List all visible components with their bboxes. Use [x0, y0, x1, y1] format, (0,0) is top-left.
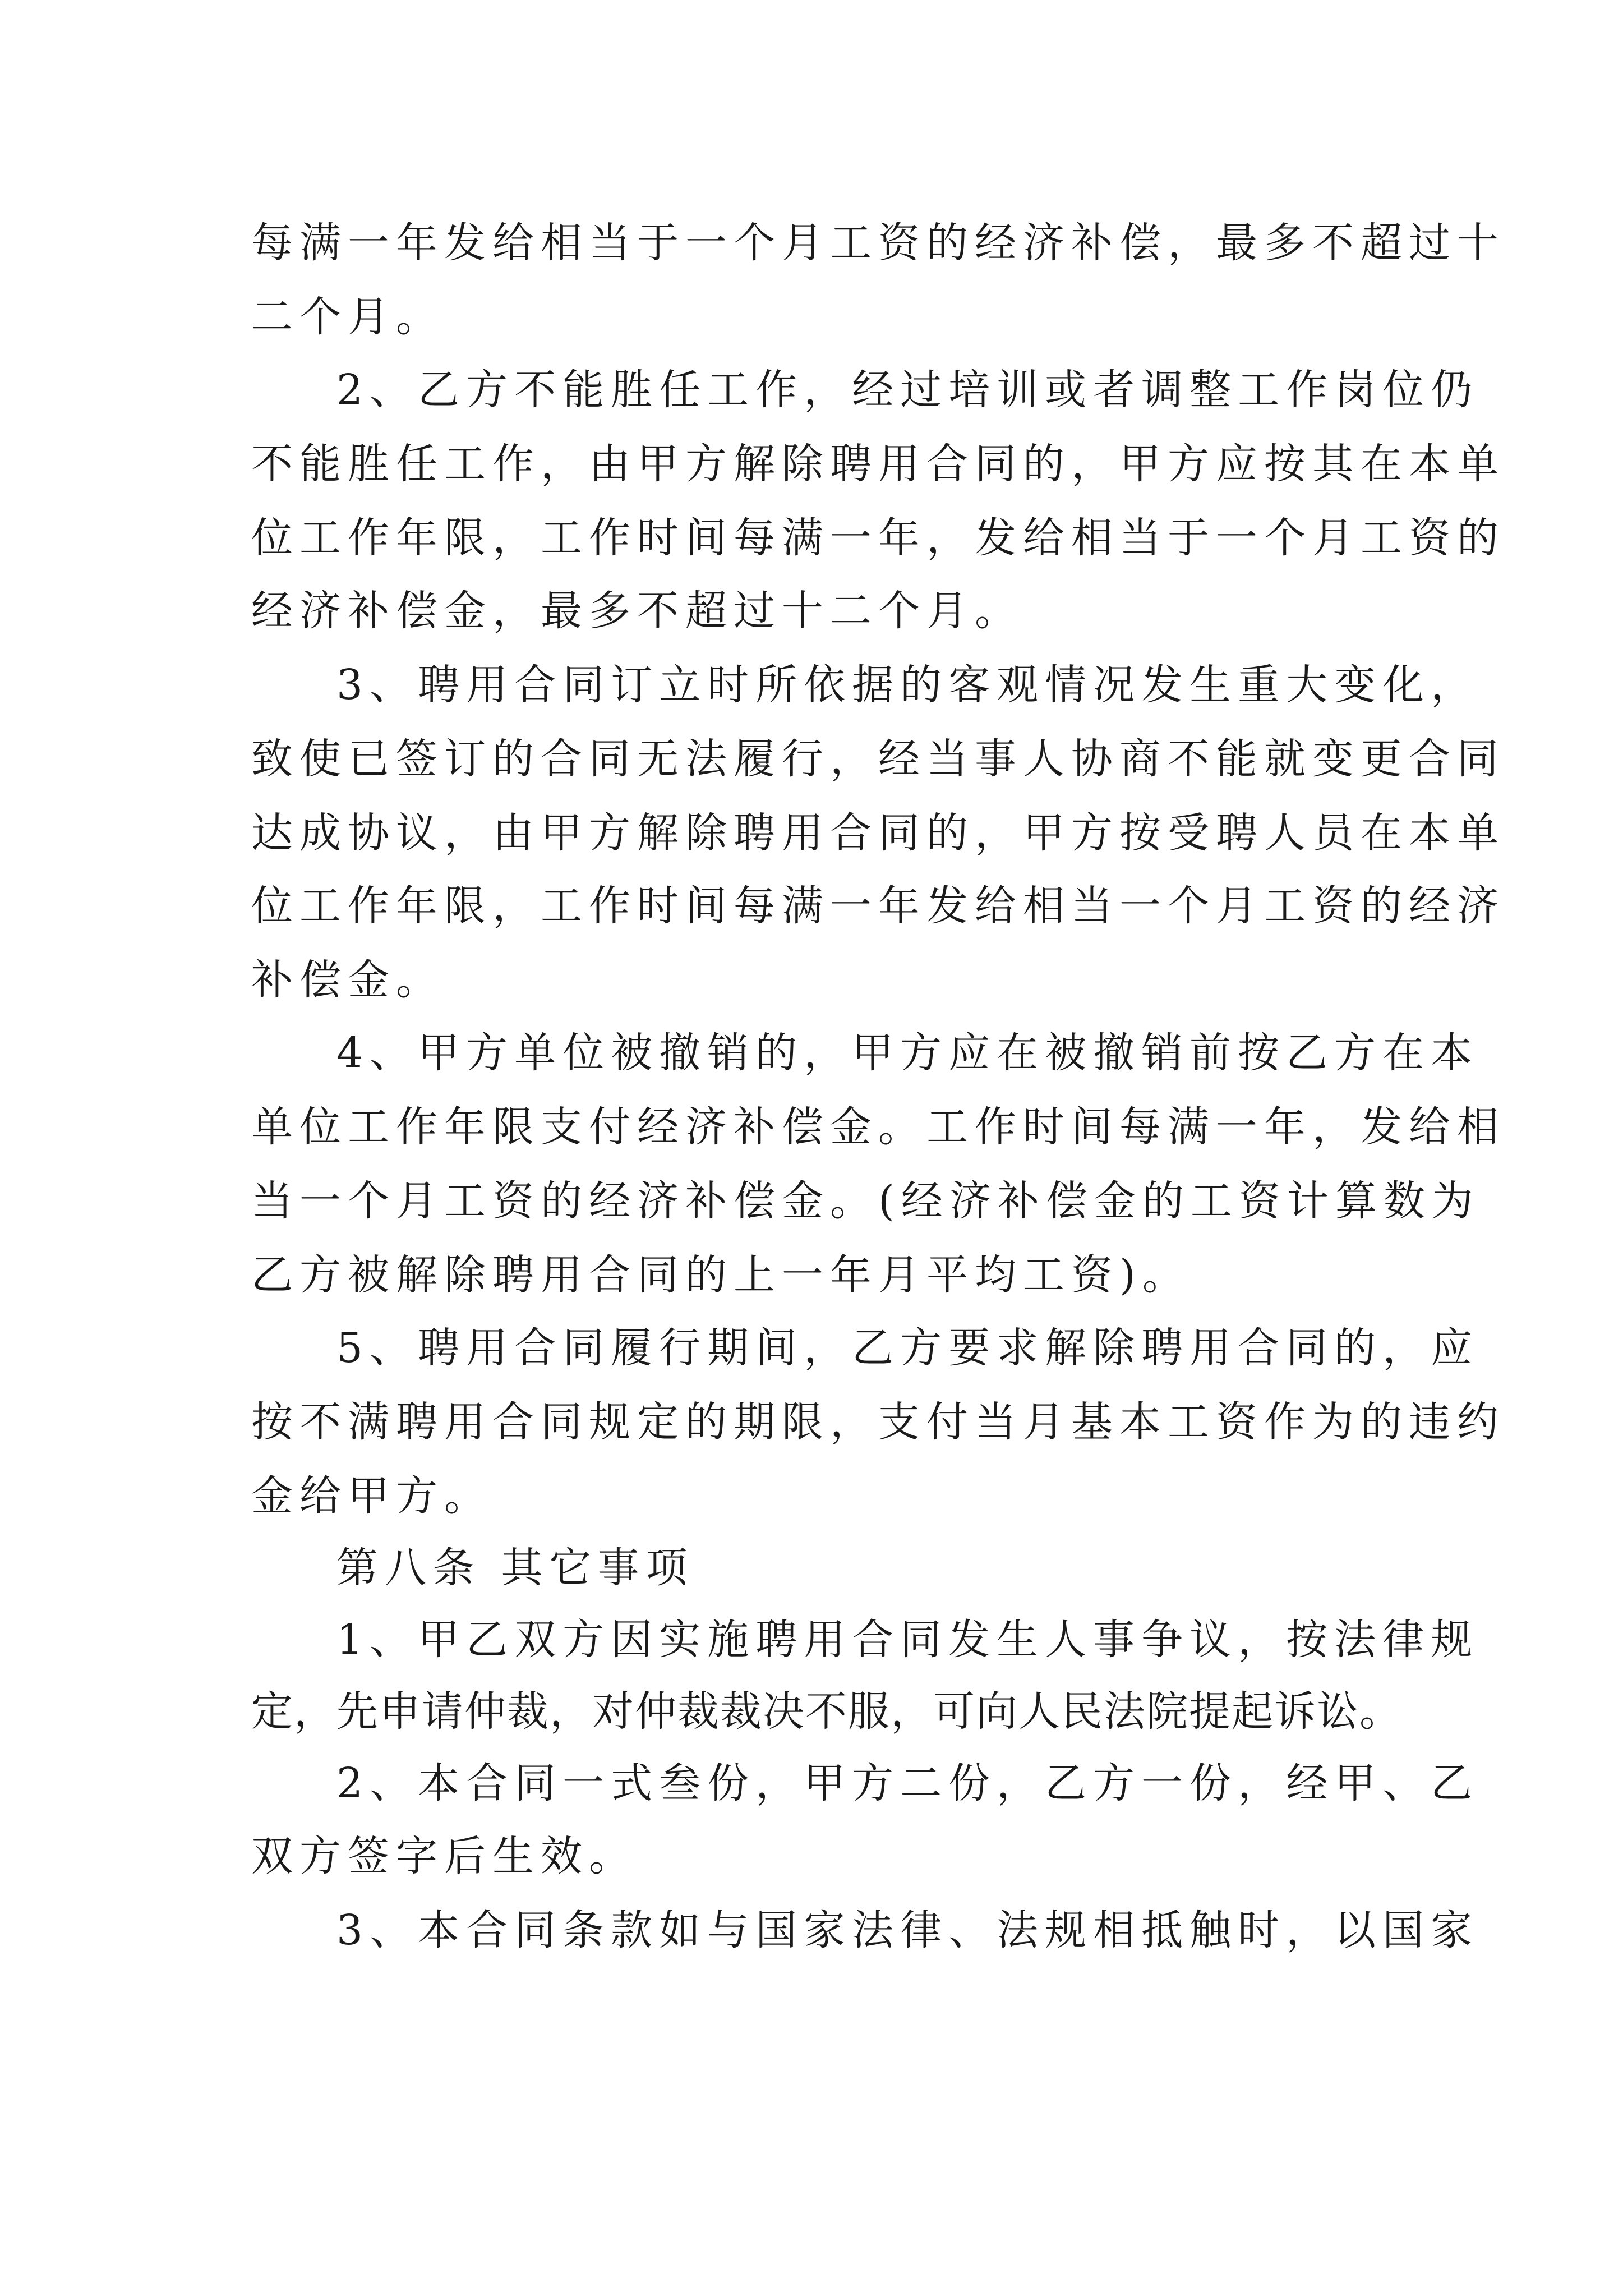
text-line: 金给甲方。 [251, 1472, 492, 1520]
text-line: 当一个月工资的经济补偿金。(经济补偿金的工资计算数为 [251, 1177, 1480, 1225]
text-line: 按不满聘用合同规定的期限，支付当月基本工资作为的违约 [251, 1398, 1505, 1446]
text-line: 2、乙方不能胜任工作，经过培训或者调整工作岗位仍 [336, 366, 1479, 414]
text-line: 2、本合同一式叁份，甲方二份，乙方一份，经甲、乙 [336, 1759, 1479, 1807]
text-line: 补偿金。 [251, 956, 444, 1004]
text-line: 定，先申请仲裁，对仲裁裁决不服，可向人民法院提起诉讼。 [251, 1687, 1402, 1736]
text-line: 位工作年限，工作时间每满一年发给相当一个月工资的经济 [251, 882, 1505, 930]
text-line: 乙方被解除聘用合同的上一年月平均工资)。 [251, 1251, 1191, 1299]
text-line: 4、甲方单位被撤销的，甲方应在被撤销前按乙方在本 [336, 1029, 1479, 1077]
text-line: 3、本合同条款如与国家法律、法规相抵触时，以国家 [336, 1906, 1479, 1954]
text-line: 单位工作年限支付经济补偿金。工作时间每满一年，发给相 [251, 1103, 1505, 1151]
text-line: 致使已签订的合同无法履行，经当事人协商不能就变更合同 [251, 735, 1505, 783]
section-heading: 第八条 其它事项 [336, 1544, 694, 1592]
text-line: 1、甲乙双方因实施聘用合同发生人事争议，按法律规 [336, 1616, 1479, 1664]
text-line: 二个月。 [251, 293, 444, 341]
text-line: 不能胜任工作，由甲方解除聘用合同的，甲方应按其在本单 [251, 440, 1505, 488]
text-line: 5、聘用合同履行期间，乙方要求解除聘用合同的，应 [336, 1324, 1479, 1372]
text-line: 经济补偿金，最多不超过十二个月。 [251, 587, 1023, 635]
text-line: 双方签字后生效。 [251, 1832, 637, 1880]
text-line: 3、聘用合同订立时所依据的客观情况发生重大变化， [336, 661, 1479, 709]
text-line: 达成协议，由甲方解除聘用合同的，甲方按受聘人员在本单 [251, 809, 1505, 857]
text-line: 位工作年限，工作时间每满一年，发给相当于一个月工资的 [251, 514, 1505, 562]
text-line: 每满一年发给相当于一个月工资的经济补偿，最多不超过十 [251, 219, 1505, 267]
